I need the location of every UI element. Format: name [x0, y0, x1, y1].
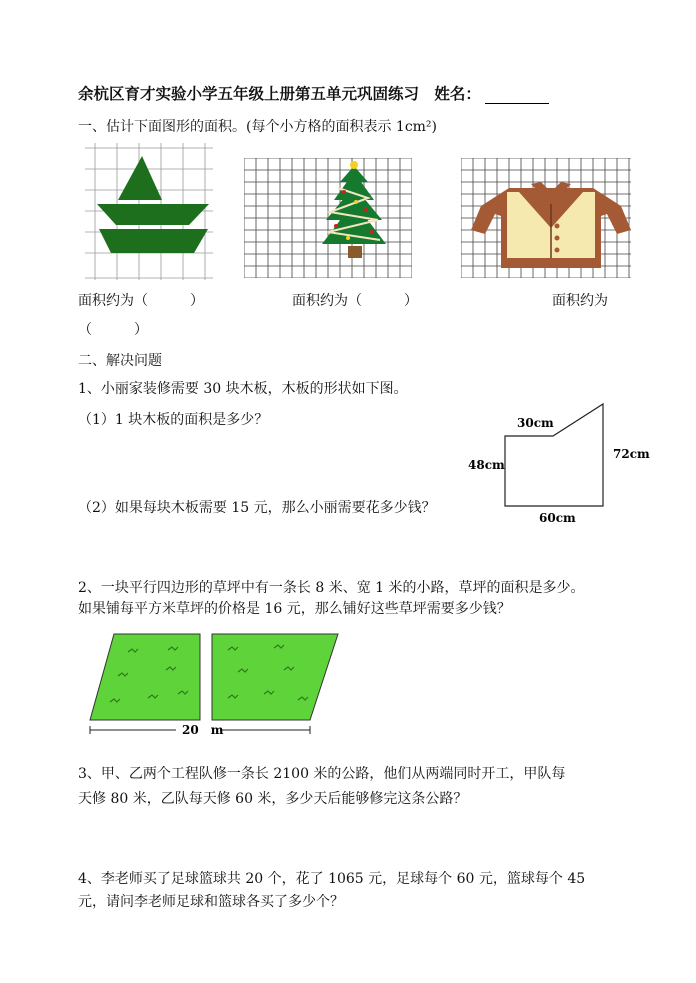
tree-figure [244, 158, 412, 278]
q3-line2: 天修 80 米，乙队每天修 60 米，多少天后能够修完这条公路？ [78, 791, 468, 807]
section2-heading: 二、解决问题 [78, 353, 162, 369]
name-label: 姓名： [434, 84, 481, 103]
board-figure [465, 396, 655, 526]
dim-left: 48cm [468, 458, 505, 472]
area-label-3-cont: （ ） [78, 322, 148, 338]
jacket-figure [461, 158, 631, 278]
q1-sub1: （1）1 块木板的面积是多少？ [78, 412, 269, 428]
q4-line1: 4、李老师买了足球篮球共 20 个，花了 1065 元，足球每个 60 元，篮球每个 45 [78, 871, 586, 887]
lawn-dim-bottom: 20 m [182, 723, 224, 737]
q2-line2: 如果铺每平方米草坪的价格是 16 元，那么铺好这些草坪需要多少钱？ [78, 601, 511, 617]
area-label-2: 面积约为（ ） [292, 293, 418, 309]
q2-line1: 2、一块平行四边形的草坪中有一条长 8 米、宽 1 米的小路，草坪的面积是多少。 [78, 580, 585, 596]
boat-figure [85, 143, 215, 283]
boat-hull-upper [97, 204, 209, 225]
boat-sail [118, 156, 162, 200]
section1-heading: 一、估计下面图形的面积。(每个小方格的面积表示 1cm²) [78, 119, 438, 135]
name-blank[interactable] [485, 87, 549, 104]
boat-hull-lower [99, 229, 208, 253]
dim-right: 72cm [613, 447, 650, 461]
q1-sub2: （2）如果每块木板需要 15 元，那么小丽需要花多少钱？ [78, 500, 436, 516]
area-label-3: 面积约为 [552, 293, 608, 309]
area-label-1: 面积约为（ ） [78, 293, 204, 309]
lawn-left [90, 634, 200, 720]
dim-bottom: 60cm [539, 511, 576, 525]
page-title [78, 82, 549, 104]
title-text: 余杭区育才实验小学五年级上册第五单元巩固练习 [78, 84, 420, 103]
q3-line1: 3、甲、乙两个工程队修一条长 2100 米的公路，他们从两端同时开工，甲队每 [78, 766, 566, 782]
q1-text: 1、小丽家装修需要 30 块木板，木板的形状如下图。 [78, 381, 408, 397]
lawn-figure [88, 632, 348, 744]
dim-top: 30cm [517, 416, 554, 430]
q4-line2: 元，请问李老师足球和篮球各买了多少个？ [78, 894, 344, 910]
